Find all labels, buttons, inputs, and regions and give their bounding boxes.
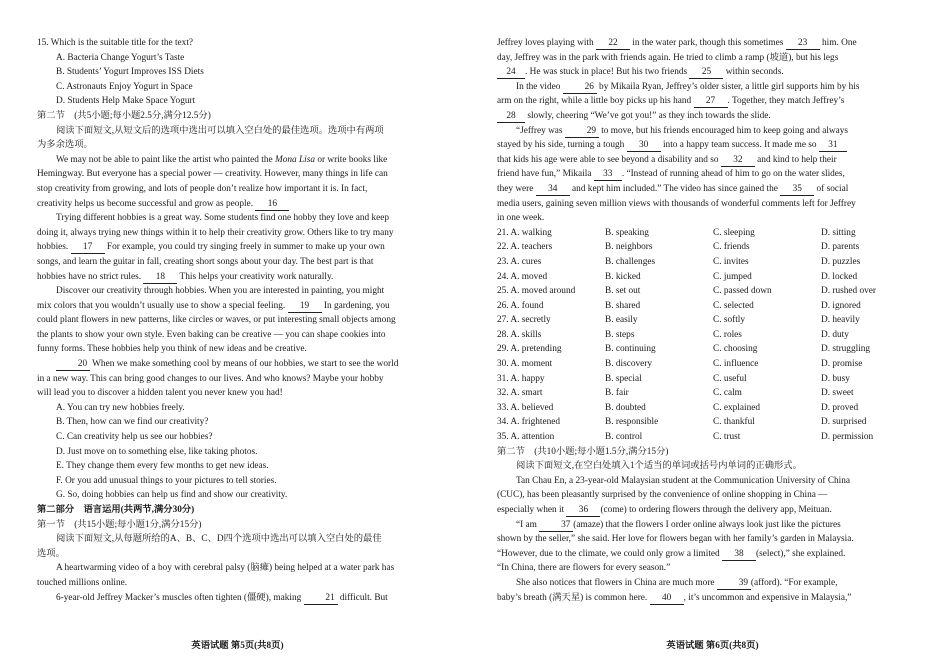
option-cell: B. special	[605, 373, 642, 384]
cloze-line: media users, gaining seven million views with thousands of wonderful comments left for Jeffrey	[497, 198, 856, 209]
blank-23[interactable]: 23	[786, 38, 820, 50]
cloze-line	[497, 153, 920, 168]
grammar-line	[497, 576, 920, 591]
blank-27[interactable]: 27	[694, 96, 728, 108]
blank-37[interactable]: 37	[539, 520, 573, 532]
option-cell: C. softly	[713, 315, 746, 326]
blank-36[interactable]: 36	[566, 505, 600, 517]
text: to move, but his friends encouraged him to keep going and always	[598, 125, 849, 136]
option-row	[497, 386, 876, 401]
right-page	[475, 0, 950, 659]
option-cell: D. permission	[821, 432, 874, 443]
blank-16[interactable]: 16	[255, 199, 289, 211]
cloze-options-table	[497, 226, 876, 445]
text: When we make something cool by means of our hobbies, we start to see the world	[90, 359, 399, 370]
section-2-instruction-cont: 为多余选项。	[37, 140, 93, 151]
question-15-option-d: D. Students Help Make Space Yogurt	[56, 96, 196, 107]
option-row	[497, 240, 876, 255]
text: (amaze) that the flowers I order online always look just like the pictures	[573, 519, 841, 530]
page-footer: 英语试题 第5页(共8页)	[191, 641, 284, 651]
option-cell: 31. A. happy	[497, 373, 545, 384]
text: . He was stuck in place! But his two friends	[525, 67, 690, 78]
blank-18[interactable]: 18	[143, 272, 177, 284]
passage-line: in a new way. This can bring good changes to our lives. And who knows? Maybe your hobby	[37, 373, 384, 384]
passage-line	[37, 153, 455, 168]
grammar-line: “In China, there are flowers for every season.”	[497, 563, 671, 574]
blank-34[interactable]: 34	[536, 184, 570, 196]
cloze-line	[497, 124, 920, 139]
text: stayed by his side, turning a tough	[497, 140, 627, 151]
cloze-line: in one week.	[497, 213, 545, 224]
option-cell: C. explained	[713, 402, 760, 413]
text: in the water park, though this sometimes	[629, 38, 786, 48]
choice-a: A. You can try new hobbies freely.	[56, 402, 185, 413]
option-cell: D. struggling	[821, 344, 871, 355]
text: This helps your creativity work naturally.	[177, 271, 334, 282]
option-cell: C. selected	[713, 300, 754, 311]
blank-33[interactable]: 33	[594, 169, 622, 181]
option-cell: B. responsible	[605, 417, 659, 428]
option-cell: D. rushed over	[821, 286, 876, 297]
grammar-line: (CUC), has been pleasantly surprised by the convenience of online shopping in China —	[497, 490, 828, 501]
option-cell: B. fair	[605, 388, 629, 399]
section-2-heading: 第二节 (共5小题;每小题2.5分,满分12.5分)	[37, 110, 211, 121]
choice-f: F. Or you add unusual things to your pictures to tell stories.	[56, 475, 277, 486]
option-row	[497, 313, 876, 328]
passage-line: Hemingway. But everyone has a special power — creativity. However, many things in life can	[37, 169, 388, 180]
option-cell: D. duty	[821, 329, 849, 340]
cloze-line	[497, 65, 920, 80]
passage-line: funny forms. These hobbies help you think of new ideas and be creative.	[37, 344, 307, 355]
part-2-section-1-heading: 第一节 (共15小题;每小题1分,满分15分)	[37, 519, 202, 530]
text: of social	[814, 183, 849, 194]
option-cell: C. invites	[713, 256, 749, 267]
cloze-line: A heartwarming video of a boy with cerebral palsy (脑瘫) being helped at a water park has	[56, 563, 395, 574]
passage-line: songs, and learn the guitar in fall, creating short songs about your day. The best part is that	[37, 256, 374, 267]
passage-line	[37, 270, 455, 285]
option-row	[497, 299, 876, 314]
option-cell: C. passed down	[713, 286, 772, 297]
option-cell: D. ignored	[821, 300, 861, 311]
cloze-line: day, Jeffrey was in the park with friends again. He tried to climb a ramp (坡道), but his legs	[497, 52, 839, 63]
text: , it’s uncommon and expensive in Malaysia,”	[683, 592, 852, 603]
passage-line: will lead you to discover a hidden talent you never knew you had!	[37, 388, 283, 399]
section-2-instruction: 阅读下面短文,在空白处填入1个适当的单词或括号内单词的正确形式。	[516, 461, 802, 472]
page-footer: 英语试题 第6页(共8页)	[666, 641, 759, 651]
option-cell: C. sleeping	[713, 227, 755, 238]
blank-29[interactable]: 29	[565, 126, 599, 138]
option-cell: B. doubted	[605, 402, 646, 413]
blank-32[interactable]: 32	[721, 155, 755, 167]
text: She also notices that flowers in China are much more	[516, 577, 717, 588]
cloze-line	[497, 182, 920, 197]
option-row	[497, 415, 876, 430]
part-2-heading: 第二部分 语言运用(共两节,满分30分)	[37, 505, 195, 515]
option-cell: C. jumped	[713, 271, 752, 282]
option-cell: D. parents	[821, 242, 860, 253]
passage-line: Trying different hobbies is a great way. Some students find one hobby they love and keep	[56, 213, 389, 224]
passage-line: Discover our creativity through hobbies. When you are interested in painting, you might	[56, 286, 385, 297]
text: or write books like	[315, 154, 388, 165]
section-2-heading: 第二节 (共10小题;每小题1.5分,满分15分)	[497, 446, 669, 457]
option-cell: D. sitting	[821, 227, 856, 238]
option-cell: B. control	[605, 432, 643, 443]
option-row	[497, 284, 876, 299]
option-cell: B. neighbors	[605, 242, 653, 253]
text: We may not be able to paint like the artist who painted the	[56, 154, 275, 165]
option-cell: C. choosing	[713, 344, 758, 355]
option-cell: D. puzzles	[821, 256, 861, 267]
option-cell: D. promise	[821, 359, 863, 370]
text: arm on the right, while a little boy picks up his hand	[497, 96, 694, 107]
passage-line: the plants to show your own style. Even baking can be creative — you can shape cookies into	[37, 329, 386, 340]
blank-25[interactable]: 25	[689, 67, 723, 79]
option-cell: B. shared	[605, 300, 641, 311]
question-15-option-b: B. Students’ Yogurt Improves ISS Diets	[56, 67, 204, 78]
question-15-option-a: A. Bacteria Change Yogurt’s Taste	[56, 52, 185, 63]
grammar-line	[497, 518, 920, 533]
text: 6-year-old Jeffrey Macker’s muscles often tighten (僵硬), making	[56, 592, 304, 603]
text: into a happy team success. It made me so	[660, 140, 819, 151]
blank-20[interactable]: 20	[56, 359, 90, 371]
grammar-line	[497, 547, 920, 562]
blank-35[interactable]: 35	[780, 184, 814, 196]
text: especially when it	[497, 505, 567, 515]
cloze-line	[497, 80, 920, 95]
option-cell: 29. A. pretending	[497, 344, 562, 355]
text: In gardening, you	[321, 300, 390, 311]
text: Jeffrey loves playing with	[497, 38, 596, 48]
blank-39[interactable]: 39	[717, 578, 751, 590]
cloze-line	[497, 138, 920, 153]
text: and kept him included.” The video has since gained the	[569, 183, 781, 194]
option-cell: B. kicked	[605, 271, 641, 282]
option-cell: D. surprised	[821, 417, 867, 428]
option-row	[497, 430, 876, 445]
option-row	[497, 255, 876, 270]
passage-line: stop creativity from growing, and lots of people don’t realize how important it is. In fact,	[37, 183, 368, 194]
option-cell: D. locked	[821, 271, 858, 282]
blank-17[interactable]: 17	[71, 242, 105, 254]
text: that kids his age were able to see beyond a disability and so	[497, 154, 721, 165]
option-cell: 25. A. moved around	[497, 286, 576, 297]
blank-26[interactable]: 26	[563, 82, 597, 94]
option-cell: 26. A. found	[497, 300, 544, 311]
option-row	[497, 372, 876, 387]
cloze-line: touched millions online.	[37, 577, 128, 588]
part-2-instruction: 阅读下面短文,从每题所给的A、B、C、D四个选项中选出可以填入空白处的最佳	[56, 534, 382, 545]
option-cell: C. friends	[713, 242, 750, 253]
option-row	[497, 357, 876, 372]
text: “I am	[516, 519, 540, 530]
passage-line	[37, 197, 455, 212]
blank-21[interactable]: 21	[304, 593, 338, 605]
passage-line: doing it, always trying new things within it to help their creativity grow. Others like to try many	[37, 227, 394, 238]
option-cell: D. heavily	[821, 315, 860, 326]
passage-line	[37, 240, 455, 255]
option-cell: B. discovery	[605, 359, 652, 370]
text: they were	[497, 183, 536, 194]
blank-24[interactable]: 24	[497, 67, 525, 79]
cloze-line	[497, 94, 920, 109]
option-cell: C. trust	[713, 432, 741, 443]
text: and kind to help their	[754, 154, 837, 165]
option-cell: 32. A. smart	[497, 388, 543, 399]
text: by Mikaila Ryan, Jeffrey’s older sister, a little girl supports him by his	[596, 81, 860, 92]
option-cell: C. influence	[713, 359, 759, 370]
option-cell: D. sweet	[821, 388, 854, 399]
option-cell: B. easily	[605, 315, 638, 326]
text: creativity helps us become successful and grow as people.	[37, 198, 256, 209]
part-2-instruction-cont: 选项。	[37, 548, 65, 559]
passage-line: could plant flowers in new patterns, like circles or waves, or put interesting small objects among	[37, 315, 396, 326]
blank-22[interactable]: 22	[596, 38, 630, 50]
section-2-instruction: 阅读下面短文,从短文后的选项中选出可以填入空白处的最佳选项。选项中有两项	[56, 125, 384, 136]
text: . Together, they match Jeffrey’s	[727, 96, 845, 107]
option-row	[497, 226, 876, 241]
option-cell: B. continuing	[605, 344, 656, 355]
text: difficult. But	[337, 592, 388, 603]
text: For example, you could try singing freely in summer to make up your own	[104, 242, 385, 253]
option-cell: 24. A. moved	[497, 271, 548, 282]
blank-19[interactable]: 19	[288, 301, 322, 313]
option-cell: 30. A. moment	[497, 359, 553, 370]
option-cell: B. challenges	[605, 256, 656, 267]
text: In the video	[516, 81, 563, 92]
text: him. One	[819, 38, 857, 48]
option-cell: D. busy	[821, 373, 850, 384]
cloze-line	[497, 109, 920, 124]
option-cell: 22. A. teachers	[497, 242, 553, 253]
choice-e: E. They change them every few months to get new ideas.	[56, 461, 269, 472]
blank-28[interactable]: 28	[497, 111, 525, 123]
option-cell: 27. A. secretly	[497, 315, 551, 326]
text: “However, due to the climate, we could only grow a limited	[497, 548, 723, 559]
italic-title: Mona Lisa	[274, 154, 316, 165]
option-row	[497, 342, 876, 357]
blank-38[interactable]: 38	[722, 549, 756, 561]
option-cell: C. calm	[713, 388, 742, 399]
passage-line	[37, 357, 455, 372]
text: (afford). “For example,	[750, 577, 838, 588]
option-cell: B. speaking	[605, 227, 649, 238]
text: “Jeffrey was	[516, 125, 565, 136]
choice-c: C. Can creativity help us see our hobbies?	[56, 432, 213, 443]
passage-line	[37, 299, 455, 314]
cloze-line	[37, 591, 455, 606]
text: (come) to ordering flowers through the delivery app, Meituan.	[600, 505, 832, 515]
question-15-stem: 15. Which is the suitable title for the text?	[37, 38, 194, 48]
cloze-line	[497, 36, 920, 51]
choice-g: G. So, doing hobbies can help us find and show our creativity.	[56, 490, 288, 501]
option-row	[497, 270, 876, 285]
text: . “Instead of running ahead of him to go on the water slides,	[621, 169, 845, 180]
text: slowly, cheering “We’ve got you!” as they inch towards the slide.	[525, 110, 771, 121]
option-cell: C. roles	[713, 329, 742, 340]
text: mix colors that you wouldn’t usually use to show a special feeling.	[37, 300, 288, 311]
option-cell: 34. A. frightened	[497, 417, 560, 428]
choice-d: D. Just move on to something else, like taking photos.	[56, 446, 258, 457]
grammar-line	[497, 503, 920, 518]
text: hobbies.	[37, 242, 71, 253]
cloze-line	[497, 167, 920, 182]
text: hobbies have no strict rules.	[37, 271, 144, 282]
blank-40[interactable]: 40	[650, 593, 684, 605]
option-row	[497, 328, 876, 343]
option-row	[497, 401, 876, 416]
option-cell: B. set out	[605, 286, 641, 297]
option-cell: B. steps	[605, 329, 635, 340]
grammar-line	[497, 591, 920, 606]
grammar-line: shown by the seller,” she said. Her love for flowers began with her family’s garden in Malaysia.	[497, 534, 854, 545]
blank-30[interactable]: 30	[627, 140, 661, 152]
blank-31[interactable]: 31	[819, 140, 847, 152]
option-cell: C. useful	[713, 373, 747, 384]
choice-b: B. Then, how can we find our creativity?	[56, 417, 209, 428]
text: within seconds.	[723, 67, 784, 78]
option-cell: 23. A. cures	[497, 256, 542, 267]
grammar-line: Tan Chau En, a 23-year-old Malaysian student at the Communication University of China	[516, 475, 851, 486]
text: friend have fun,” Mikaila	[497, 169, 594, 180]
option-cell: 21. A. walking	[497, 227, 552, 238]
option-cell: 28. A. skills	[497, 329, 542, 340]
option-cell: 35. A. attention	[497, 432, 555, 443]
text: baby’s breath (满天星) is common here.	[497, 592, 650, 603]
option-cell: 33. A. believed	[497, 402, 554, 413]
question-15-option-c: C. Astronauts Enjoy Yogurt in Space	[56, 81, 193, 92]
text: (select),” she explained.	[756, 548, 846, 559]
option-cell: C. thankful	[713, 417, 755, 428]
option-cell: D. proved	[821, 402, 859, 413]
